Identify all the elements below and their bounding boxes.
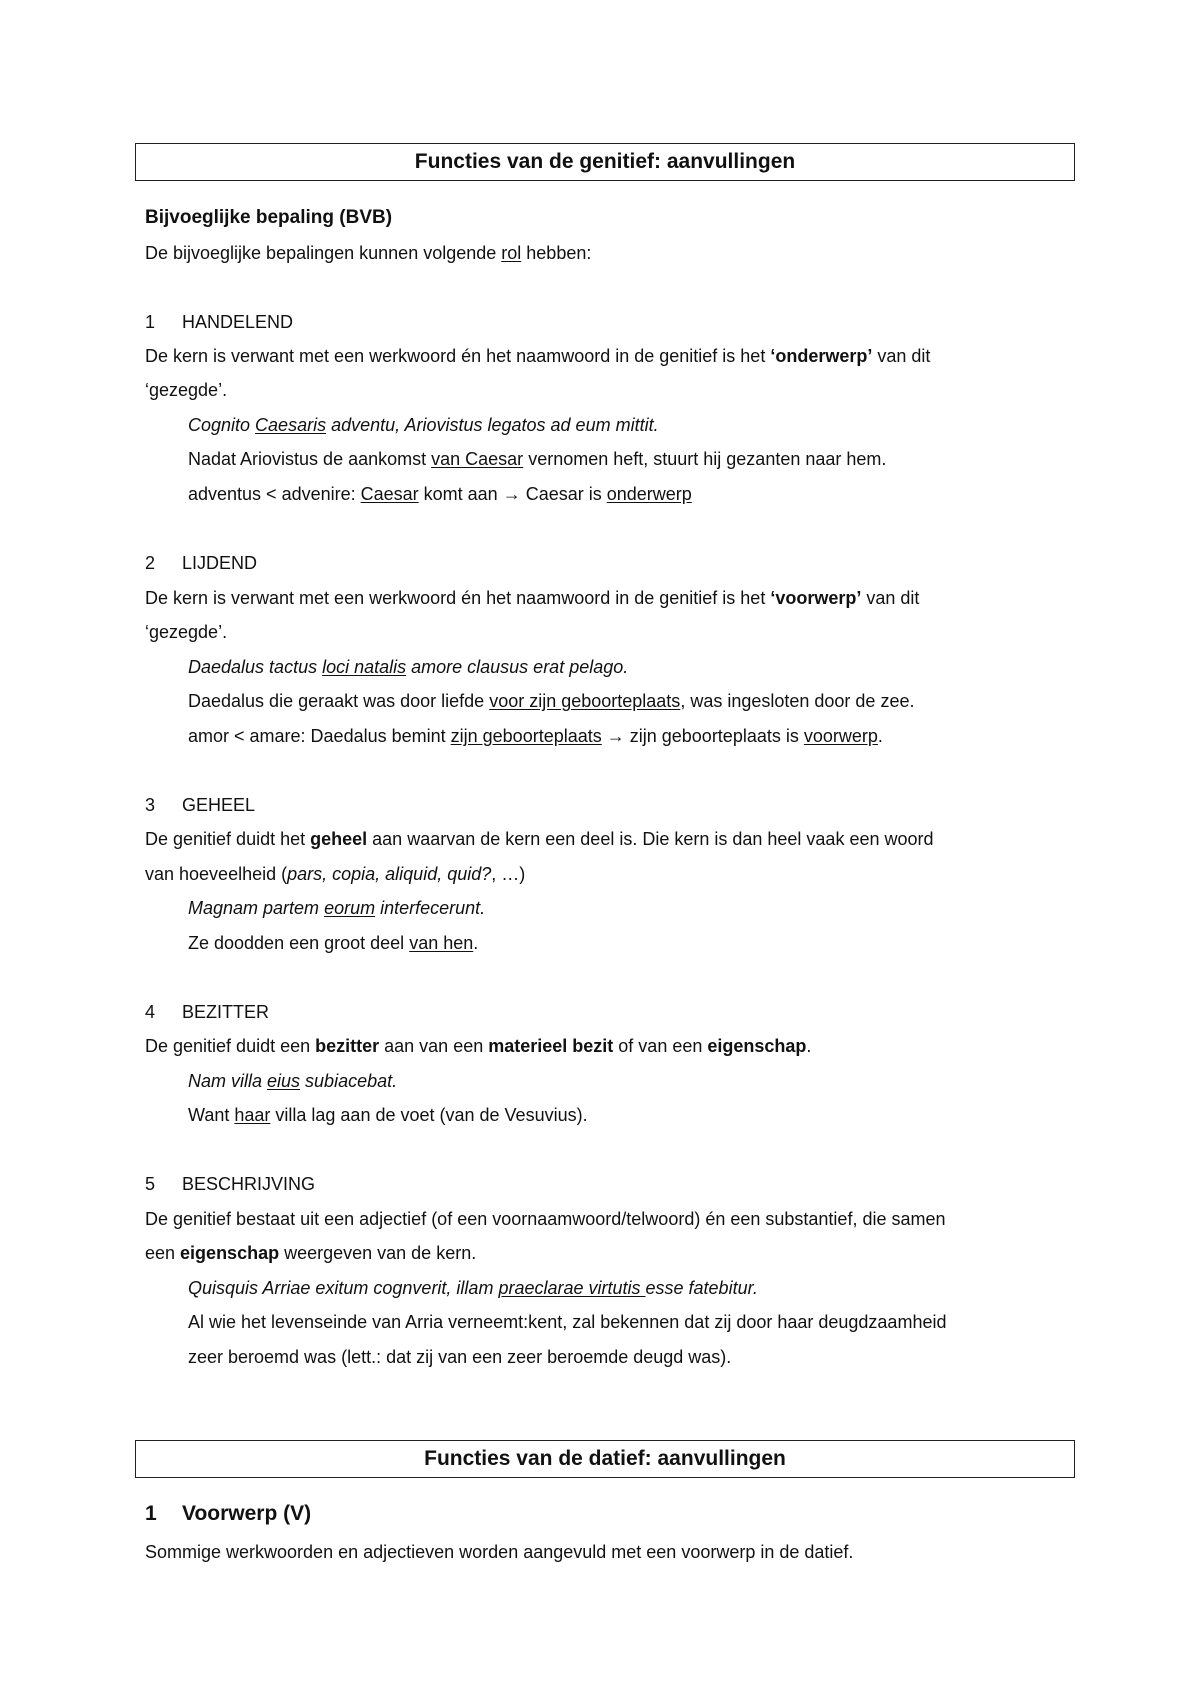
section-4-example-latin: Nam villa eius subiacebat.: [188, 1071, 398, 1091]
datief-section-1-text: Sommige werkwoorden en adjectieven worden aangevuld met een voorwerp in de datief.: [145, 1542, 854, 1562]
section-4-heading: 4 BEZITTER: [145, 1002, 270, 1022]
section-3-example-latin: Magnam partem eorum interfecerunt.: [188, 898, 486, 918]
section-5-example-latin: Quisquis Arriae exitum cognverit, illam praeclarae virtutis esse fatebitur.: [188, 1278, 758, 1298]
genitief-title-box: [135, 143, 1075, 181]
section-5-example-translation-cont: zeer beroemd was (lett.: dat zij van een zeer beroemde deugd was).: [188, 1347, 732, 1367]
datief-section-1-heading: 1 Voorwerp (V): [145, 1502, 312, 1525]
section-3-example-translation: Ze doodden een groot deel van hen.: [188, 933, 479, 953]
section-5-example-translation: Al wie het levenseinde van Arria verneemt:kent, zal bekennen dat zij door haar deugdzaamheid: [188, 1312, 947, 1332]
genitief-title: Functies van de genitief: aanvullingen: [414, 150, 796, 173]
section-2-example-latin: Daedalus tactus loci natalis amore clausus erat pelago.: [188, 657, 629, 677]
section-2-heading: 2 LIJDEND: [145, 553, 258, 573]
section-2-text-cont: ‘gezegde’.: [145, 622, 228, 642]
section-3-heading: 3 GEHEEL: [145, 795, 256, 815]
datief-title: Functies van de datief: aanvullingen: [424, 1447, 786, 1470]
section-1-text-cont: ‘gezegde’.: [145, 380, 228, 400]
bvb-intro: De bijvoeglijke bepalingen kunnen volgende rol hebben:: [145, 243, 592, 263]
section-5-text: De genitief bestaat uit een adjectief (of een voornaamwoord/telwoord) én een substantief, die samen: [145, 1209, 946, 1229]
section-4-example-translation: Want haar villa lag aan de voet (van de Vesuvius).: [188, 1105, 588, 1125]
section-2-example-translation: Daedalus die geraakt was door liefde voor zijn geboorteplaats, was ingesloten door de zee.: [188, 691, 915, 711]
section-1-example-explanation: adventus < advenire: Caesar komt aan → Caesar is onderwerp: [188, 484, 692, 504]
bvb-heading: Bijvoeglijke bepaling (BVB): [145, 207, 393, 228]
section-1-example-translation: Nadat Ariovistus de aankomst van Caesar vernomen heft, stuurt hij gezanten naar hem.: [188, 449, 887, 469]
datief-title-box: [135, 1440, 1075, 1478]
section-1-text: De kern is verwant met een werkwoord én het naamwoord in de genitief is het ‘onderwerp’ van dit: [145, 346, 931, 366]
section-3-text-cont: van hoeveelheid (pars, copia, aliquid, quid?, …): [145, 864, 526, 884]
section-5-heading: 5 BESCHRIJVING: [145, 1174, 316, 1194]
section-1-example-latin: Cognito Caesaris adventu, Ariovistus legatos ad eum mittit.: [188, 415, 659, 435]
section-2-text: De kern is verwant met een werkwoord én het naamwoord in de genitief is het ‘voorwerp’ van dit: [145, 588, 920, 608]
section-2-example-explanation: amor < amare: Daedalus bemint zijn geboorteplaats → zijn geboorteplaats is voorwerp.: [188, 726, 883, 746]
section-5-text-cont: een eigenschap weergeven van de kern.: [145, 1243, 477, 1263]
section-1-heading: 1 HANDELEND: [145, 312, 294, 332]
section-3-text: De genitief duidt het geheel aan waarvan de kern een deel is. Die kern is dan heel vaak een woord: [145, 829, 934, 849]
section-4-text: De genitief duidt een bezitter aan van een materieel bezit of van een eigenschap.: [145, 1036, 812, 1056]
